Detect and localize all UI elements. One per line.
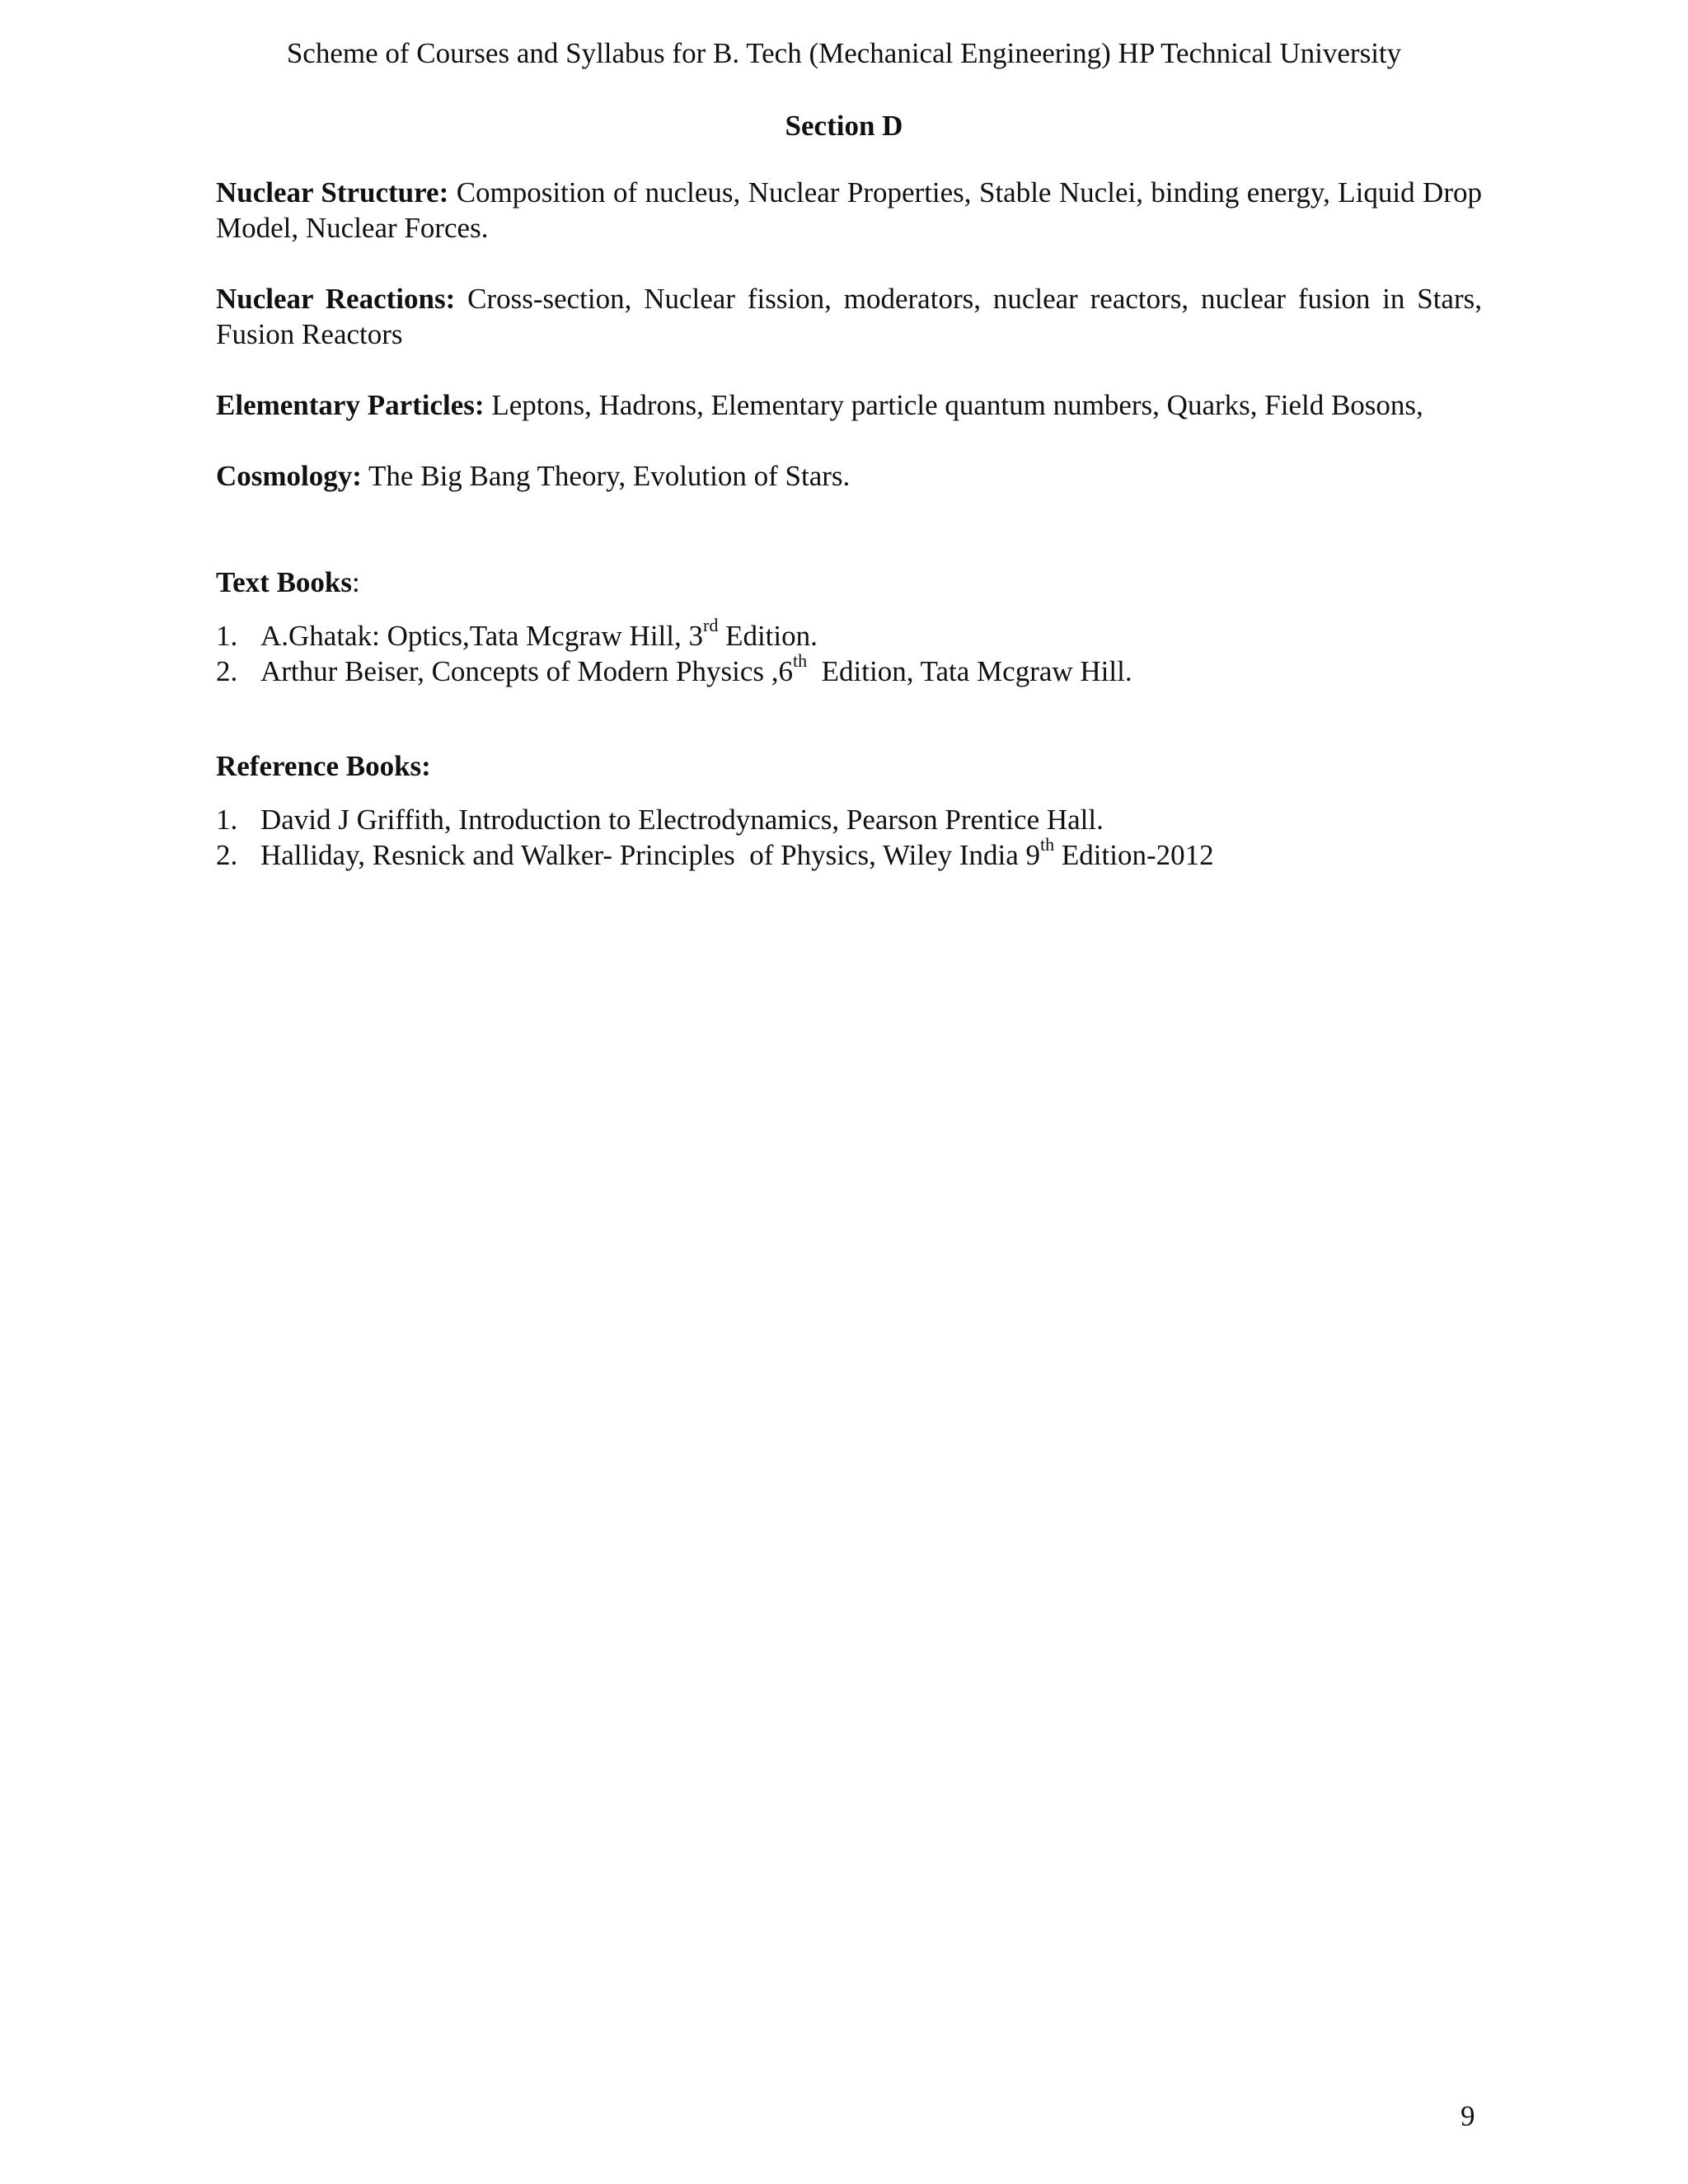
list-number: 1. [216,804,238,836]
topic-label: Nuclear Structure: [216,176,449,209]
list-number: 1. [216,620,238,652]
list-number: 2. [216,655,238,687]
ordinal-suffix: rd [703,615,719,636]
text-books-heading [216,565,1482,600]
list-item [216,834,1482,873]
text-books-list [216,615,1482,689]
book-citation: Halliday, Resnick and Walker- Principles of Physics, Wiley India 9 [260,839,1041,871]
list-item [216,615,1482,654]
list-number: 2. [216,839,238,871]
ordinal-suffix: th [793,650,808,672]
ordinal-suffix: th [1040,834,1055,855]
list-item [216,650,1482,689]
topic-nuclear-reactions [216,281,1482,352]
topic-label: Nuclear Reactions: [216,283,456,315]
text-books-heading-colon: : [352,566,360,598]
syllabus-content [216,175,1482,873]
reference-books-list [216,802,1482,873]
topic-text: Leptons, Hadrons, Elementary particle quantum numbers, Quarks, Field Bosons, [484,389,1423,421]
topic-text: Composition of nucleus, Nuclear Properties, Stable Nuclei, binding energy, Liquid Drop Model, Nuclear Forces. [216,176,1482,244]
topic-label: Elementary Particles: [216,389,485,421]
page-header: Scheme of Courses and Syllabus for B. Tech (Mechanical Engineering) HP Technical University [286,37,1402,69]
book-citation-end: Edition-2012 [1054,839,1214,871]
book-citation: A.Ghatak: Optics,Tata Mcgraw Hill, 3 [260,620,703,652]
topic-text: Cross-section, Nuclear fission, moderators, nuclear reactors, nuclear fusion in Stars, Fusion Reactors [216,283,1482,350]
topic-text: The Big Bang Theory, Evolution of Stars. [361,460,851,492]
topic-cosmology [216,458,1482,494]
book-citation-end: Edition, Tata Mcgraw Hill. [807,655,1132,687]
book-citation: David J Griffith, Introduction to Electrodynamics, Pearson Prentice Hall. [260,804,1104,836]
topic-elementary-particles [216,387,1482,423]
book-citation: Arthur Beiser, Concepts of Modern Physics ,6 [260,655,794,687]
section-title: Section D [785,110,903,142]
text-books-heading-label: Text Books [216,566,353,598]
topic-label: Cosmology: [216,460,362,492]
list-item [216,802,1482,837]
book-citation-end: Edition. [718,620,818,652]
topic-nuclear-structure [216,175,1482,246]
reference-books-heading: Reference Books: [216,750,431,782]
page-number: 9 [1461,2100,1475,2132]
